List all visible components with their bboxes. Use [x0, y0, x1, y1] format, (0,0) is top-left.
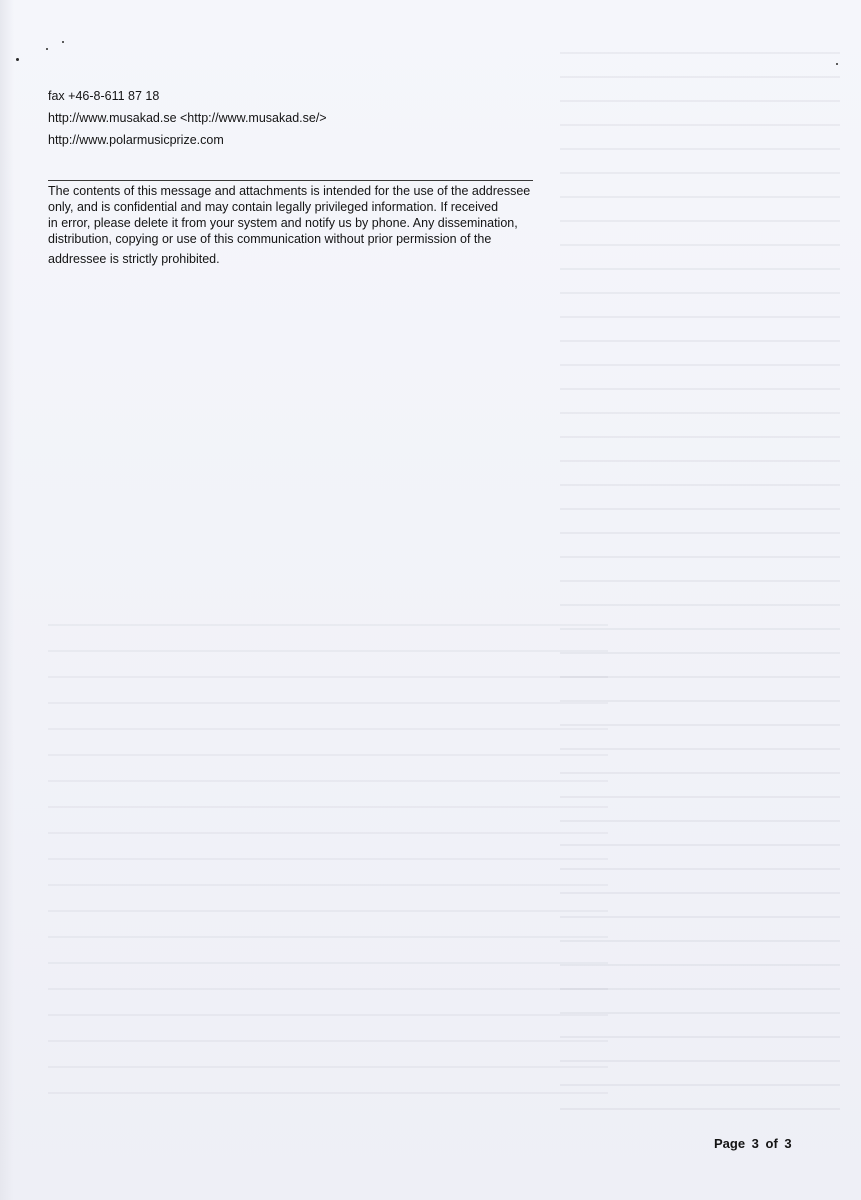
page-edge-shadow [0, 0, 14, 1200]
fax-number: fax +46-8-611 87 18 [48, 89, 160, 103]
page-number: Page 3 of 3 [714, 1136, 792, 1151]
disclaimer-line: distribution, copying or use of this communication without prior permission of the [48, 232, 492, 246]
disclaimer-line: in error, please delete it from your system and notify us by phone. Any dissemination, [48, 216, 518, 230]
disclaimer-line: The contents of this message and attachments is intended for the use of the addressee [48, 184, 531, 198]
bleed-through-background-lower [48, 600, 608, 1100]
scan-speck [836, 63, 838, 65]
confidentiality-disclaimer [48, 183, 593, 267]
prize-website-link[interactable]: http://www.polarmusicprize.com [48, 133, 224, 147]
scan-speck [16, 58, 19, 61]
disclaimer-line: addressee is strictly prohibited. [48, 252, 220, 266]
disclaimer-line: only, and is confidential and may contain legally privileged information. If received [48, 200, 499, 214]
website-link[interactable]: http://www.musakad.se <http://www.musakad.se/> [48, 111, 327, 125]
contact-block [48, 85, 327, 151]
scan-speck [62, 41, 64, 43]
scan-speck [46, 48, 48, 50]
separator-line [48, 180, 533, 181]
